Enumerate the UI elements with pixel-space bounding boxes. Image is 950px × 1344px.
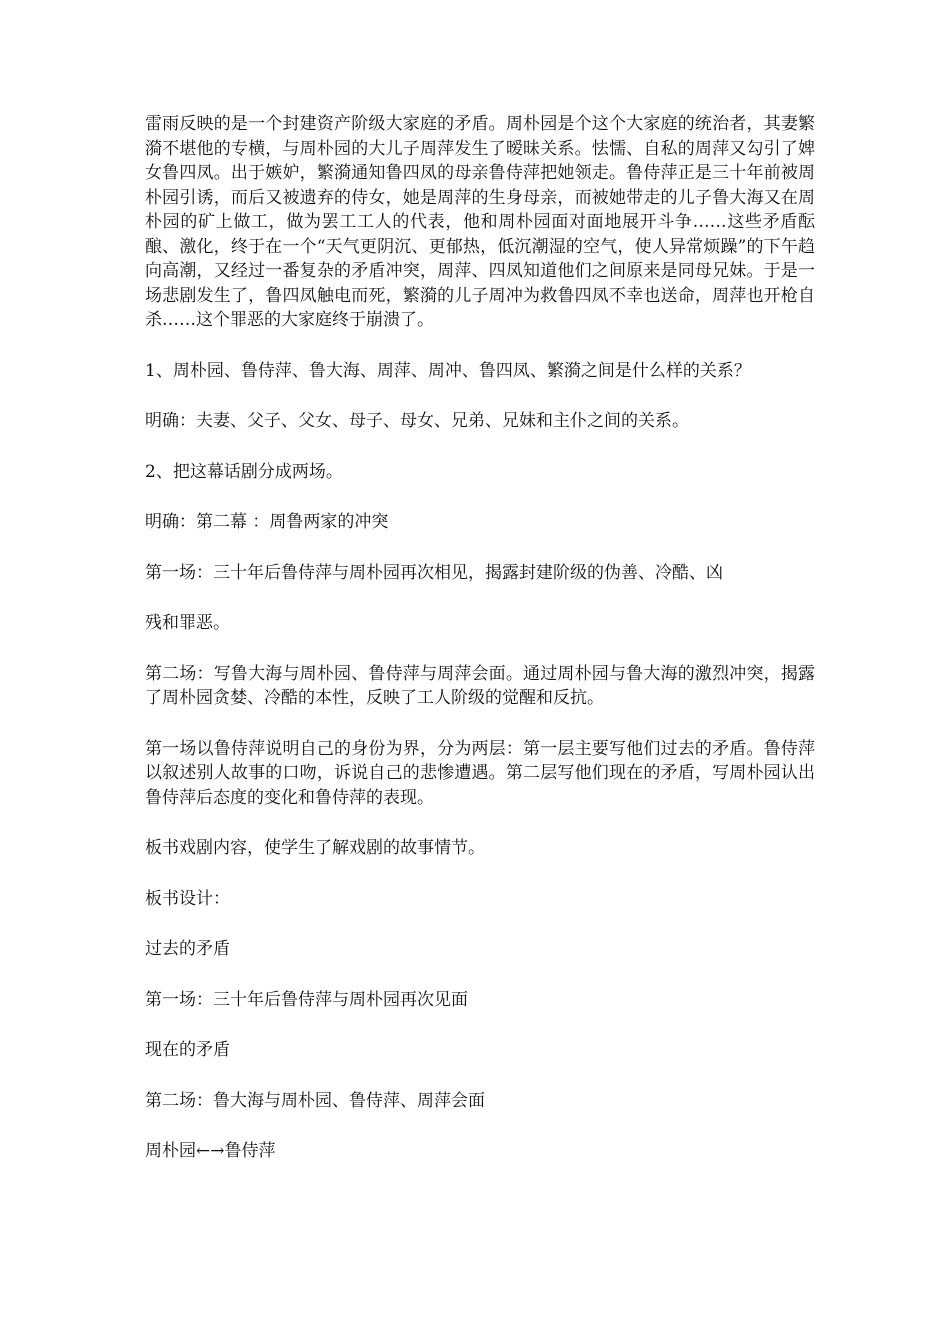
blackboard-note: 板书戏剧内容，使学生了解戏剧的故事情节。 — [145, 838, 485, 858]
scene-1-structure-paragraph: 第一场以鲁侍萍说明自己的身份为界，分为两层：第一层主要写他们过去的矛盾。鲁侍萍以叙述别人故事的口吻，诉说自己的悲惨遭遇。第二层写他们现在的矛盾，写周朴园认出鲁侍萍后态度的变化和鲁侍萍的表现。 — [145, 738, 815, 808]
scene-2-description: 第二场：写鲁大海与周朴园、鲁侍萍与周萍会面。通过周朴园与鲁大海的激烈冲突，揭露了周朴园贪婪、冷酷的本性，反映了工人阶级的觉醒和反抗。 — [145, 663, 815, 708]
past-conflict-label: 过去的矛盾 — [145, 939, 230, 959]
question-2: 2、把这幕话剧分成两场。 — [145, 461, 343, 482]
scene-1-description-continued: 残和罪恶。 — [145, 613, 230, 633]
plot-summary-paragraph: 雷雨反映的是一个封建资产阶级大家庭的矛盾。周朴园是个这个大家庭的统治者，其妻繁漪不堪他的专横，与周朴园的大儿子周萍发生了暧昧关系。怯懦、自私的周萍又勾引了婢女鲁四凤。出于嫉妒，繁漪通知鲁四凤的母亲鲁侍萍把她领走。鲁侍萍正是三十年前被周朴园引诱，而后又被遗弃的侍女，她是周萍的生身母亲，而被她带走的儿子鲁大海又在周朴园的矿上做工，做为罢工工人的代表，他和周朴园面对面地展开斗争……这些矛盾酝酿、激化，终于在一个“天气更阴沉、更郁热，低沉潮湿的空气，使人异常烦躁”的下午趋向高潮，又经过一番复杂的矛盾冲突，周萍、四凤知道他们之间原来是同母兄妹。于是一场悲剧发生了，鲁四凤触电而死，繁漪的儿子周冲为救鲁四凤不幸也送命，周萍也开枪自杀……这个罪恶的大家庭终于崩溃了。 — [145, 114, 815, 330]
document-body — [145, 112, 815, 1190]
scene-1-description: 第一场：三十年后鲁侍萍与周朴园再次相见，揭露封建阶级的伪善、冷酷、凶 — [145, 562, 723, 583]
answer-2: 明确：第二幕 ：周鲁两家的冲突 — [145, 512, 389, 532]
present-conflict-label: 现在的矛盾 — [145, 1040, 230, 1060]
scene-1-summary: 第一场：三十年后鲁侍萍与周朴园再次见面 — [145, 989, 468, 1010]
scene-2-summary: 第二场：鲁大海与周朴园、鲁侍萍、周萍会面 — [145, 1090, 485, 1111]
blackboard-design-heading: 板书设计： — [145, 888, 230, 909]
question-1: 1、周朴园、鲁侍萍、鲁大海、周萍、周冲、鲁四凤、繁漪之间是什么样的关系？ — [145, 360, 751, 381]
answer-1: 明确：夫妻、父子、父女、母子、母女、兄弟、兄妹和主仆之间的关系。 — [145, 411, 689, 431]
character-relation-line: 周朴园←→鲁侍萍 — [145, 1141, 276, 1161]
